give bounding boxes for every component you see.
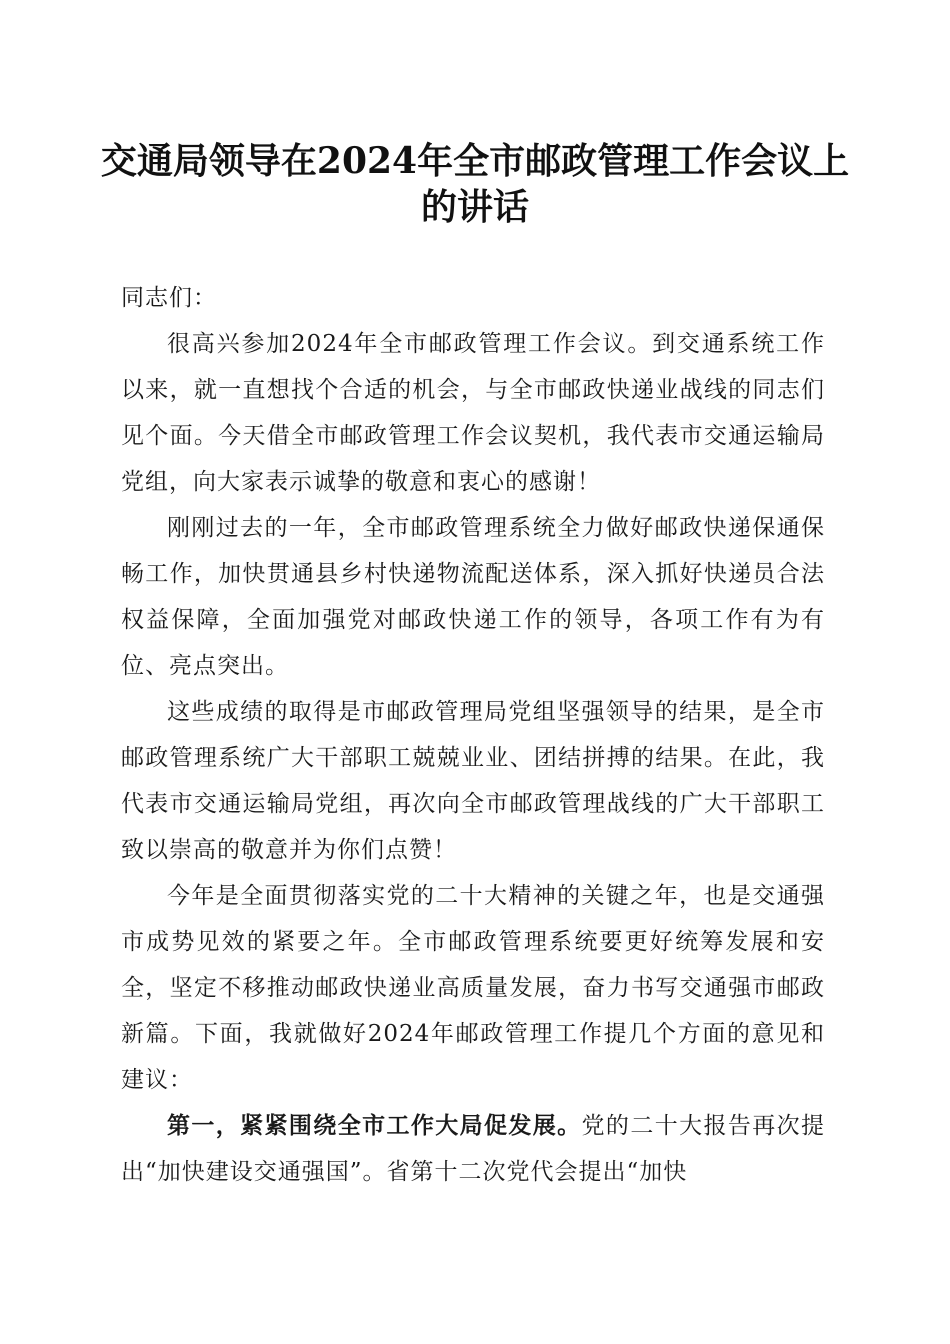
point-one-text: 党的二十大报告再次提出“加快建设交通强国”。省第十二次党代会提出“加快 — [121, 1113, 826, 1185]
document-title: 交通局领导在2024年全市邮政管理工作会议上的讲话 — [100, 140, 850, 228]
paragraph-5 — [121, 1103, 825, 1195]
paragraph-3: 这些成绩的取得是市邮政管理局党组坚强领导的结果，是全市邮政管理系统广大干部职工兢兢业业、团结拼搏的结果。在此，我代表市交通运输局党组，再次向全市邮政管理战线的广大干部职工致以崇高的敬意并为你们点赞！ — [121, 699, 825, 863]
paragraph-1: 很高兴参加2024年全市邮政管理工作会议。到交通系统工作以来，就一直想找个合适的机会，与全市邮政快递业战线的同志们见个面。今天借全市邮政管理工作会议契机，我代表市交通运输局党组，向大家表示诚挚的敬意和衷心的感谢！ — [121, 331, 825, 495]
point-one-heading: 第一，紧紧围绕全市工作大局促发展。 — [167, 1112, 582, 1139]
salutation: 同志们： — [121, 285, 217, 311]
paragraph-4: 今年是全面贯彻落实党的二十大精神的关键之年，也是交通强市成势见效的紧要之年。全市邮政管理系统要更好统筹发展和安全，坚定不移推动邮政快递业高质量发展，奋力书写交通强市邮政新篇。下面，我就做好2024年邮政管理工作提几个方面的意见和建议： — [121, 883, 825, 1093]
document-body — [121, 275, 825, 1195]
paragraph-2: 刚刚过去的一年，全市邮政管理系统全力做好邮政快递保通保畅工作，加快贯通县乡村快递物流配送体系，深入抓好快递员合法权益保障，全面加强党对邮政快递工作的领导，各项工作有为有位、亮点突出。 — [121, 515, 825, 679]
